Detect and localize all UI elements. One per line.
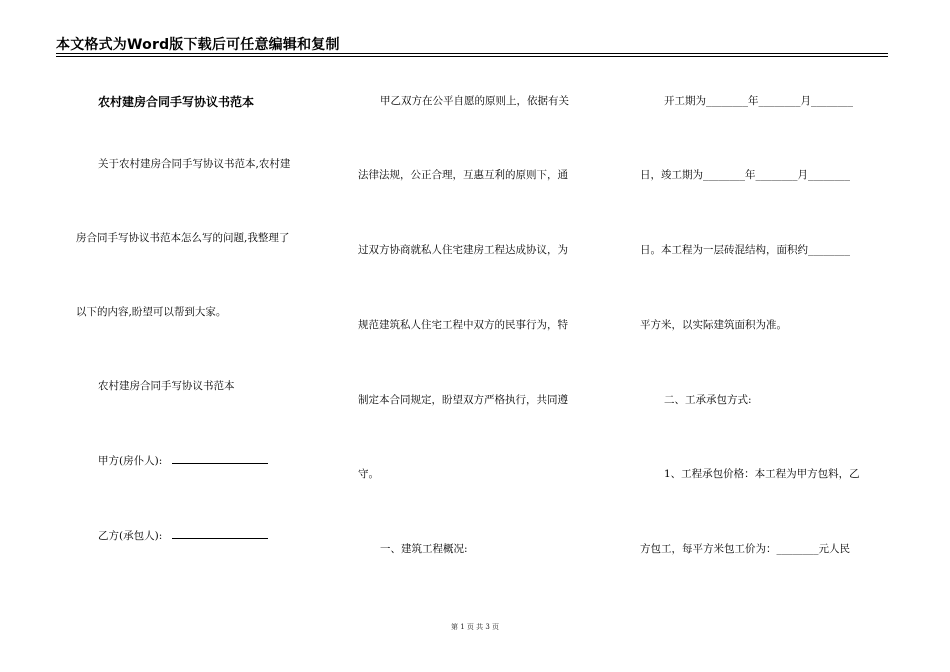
page-number-footer: 第 1 页 共 3 页 xyxy=(450,623,500,631)
paragraph-line: 方包工，每平方米包工价为：________元人民 xyxy=(640,543,850,555)
party-a-blank xyxy=(172,453,268,464)
party-a-label: 甲方(房仆人): xyxy=(98,455,163,467)
paragraph-line: 法律法规，公正合理，互惠互利的原则下，通 xyxy=(358,169,568,181)
column-2 xyxy=(356,60,616,620)
paragraph-line: 1、工程承包价格：本工程为甲方包料，乙 xyxy=(664,468,860,480)
paragraph-line: 农村建房合同手写协议书范本 xyxy=(98,380,235,392)
party-b-line xyxy=(98,528,316,543)
column-1 xyxy=(56,60,316,620)
paragraph-line: 平方米，以实际建筑面积为准。 xyxy=(640,319,787,331)
paragraph-line: 日。本工程为一层砖混结构，面积约________ xyxy=(640,244,850,256)
page-body xyxy=(56,60,888,620)
paragraph-line: 规范建筑私人住宅工程中双方的民事行为，特 xyxy=(358,319,568,331)
party-b-blank xyxy=(172,528,268,539)
party-a-line xyxy=(98,453,316,468)
paragraph-line: 过双方协商就私人住宅建房工程达成协议，为 xyxy=(358,244,568,256)
paragraph-line: 守。 xyxy=(358,468,379,480)
party-b-label: 乙方(承包人): xyxy=(98,530,163,542)
paragraph-line: 日，竣工期为________年________月________ xyxy=(640,169,850,181)
section-heading: 二、工承承包方式: xyxy=(664,394,752,406)
paragraph-line: 甲乙双方在公平自愿的原则上，依据有关 xyxy=(380,95,569,107)
paragraph-line: 以下的内容,盼望可以帮到大家。 xyxy=(76,306,227,318)
paragraph-line: 关于农村建房合同手写协议书范本,农村建 xyxy=(98,158,291,170)
paragraph-line: 房合同手写协议书范本怎么写的问题,我整理了 xyxy=(76,232,290,244)
column-3 xyxy=(640,60,888,620)
header-rule-thick xyxy=(56,53,888,54)
paragraph-line: 开工期为________年________月________ xyxy=(664,95,853,107)
section-heading: 一、建筑工程概况: xyxy=(380,543,468,555)
paragraph-line: 制定本合同规定，盼望双方严格执行，共同遵 xyxy=(358,394,568,406)
document-title: 农村建房合同手写协议书范本 xyxy=(98,95,255,109)
header-rule-thin xyxy=(56,56,888,57)
header-text: 本文格式为Word版下载后可任意编辑和复制 xyxy=(56,37,340,53)
